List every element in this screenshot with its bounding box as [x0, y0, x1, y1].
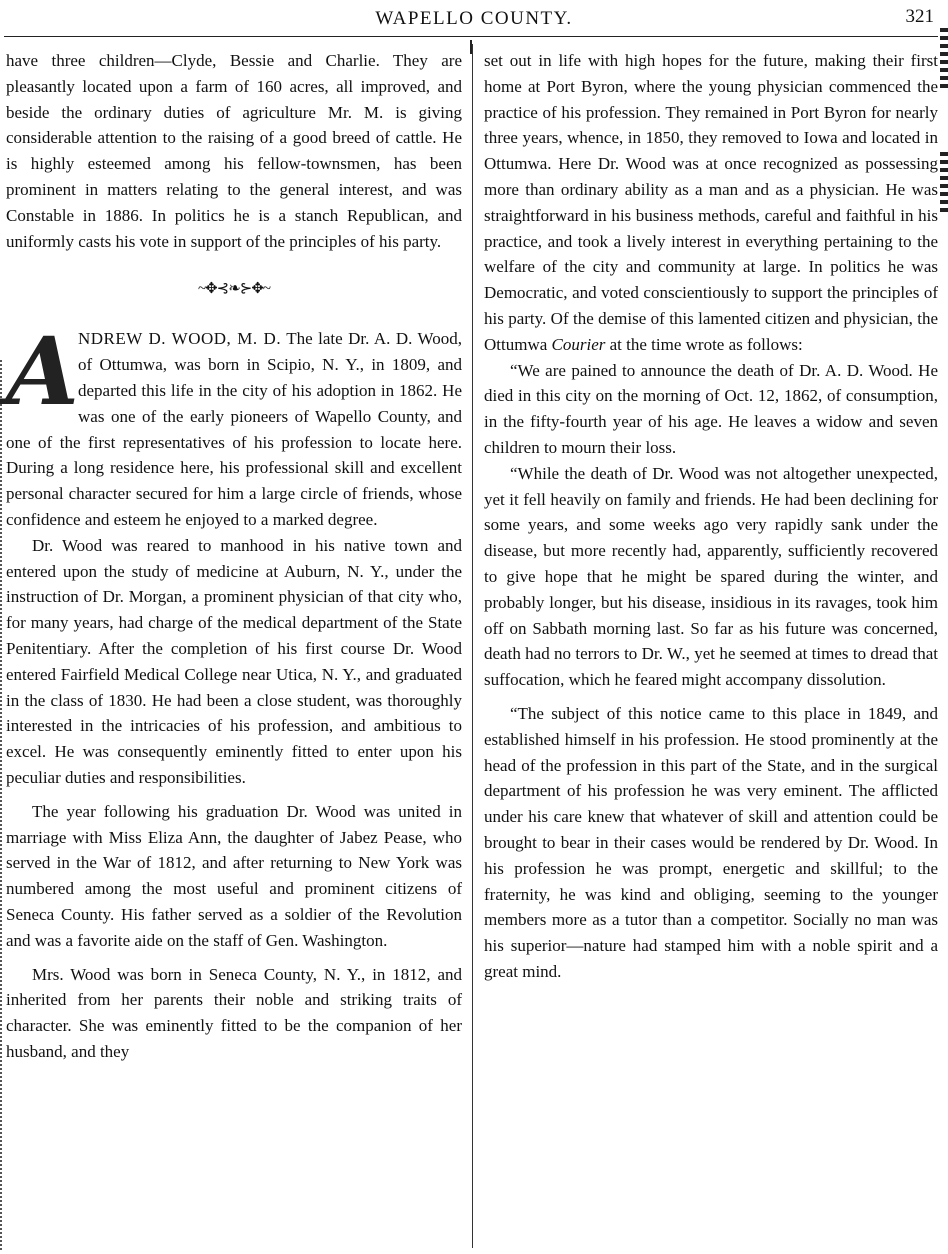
quote-paragraph-death: “We are pained to announce the death of Dr. A. D. Wood. He died in this city on the morning of Oct. 12, 1862, of consumption, in the fifty-fourth year of his age. He leaves a widow and seven children to mourn their loss.	[484, 360, 938, 457]
paragraph-marriage: The year following his graduation Dr. Wood was united in marriage with Miss Eliza Ann, the daughter of Jabez Pease, who served in the War of 1812, and after returning to New York was numbered among the most useful and prominent citizens of Seneca County. His father served as a soldier of the Revolution and was a favorite aide on the staff of Gen. Washington.	[6, 801, 462, 950]
paragraph-ottumwa-text: set out in life with high hopes for the future, making their first home at Port Byron, where the young physician commenced the practice of his profession. They remained in Port Byron for nearly three years, whence, in 1850, they removed to Iowa and located in Ottumwa. Here Dr. Wood was at once recognized as possessing more than ordinary ability as a man and as a physician. He was straightforward in his business methods, careful and faithful in his practice, and took a lively interest in everything pertaining to the welfare of the city and community at large. In politics he was Democratic, and voted conscientiously to support the principles of his party. Of the demise of this lamented citizen and physician, the Ottumwa	[484, 51, 938, 354]
section-ornament: ~✥⊰❧⊱✥~	[197, 281, 271, 298]
biography-heading: NDREW D. WOOD, M. D.	[78, 329, 282, 349]
page-header	[0, 4, 948, 38]
quote-paragraph-illness: “While the death of Dr. Wood was not altogether unexpected, yet it fell heavily on family and friends. He had been declining for some years, and some weeks ago very rapidly sank under the disease, but more recently had, apparently, sufficiently recovered to give hope that he might be spared during the winter, and probably longer, but his disease, insidious in its ravages, took him off on Sabbath morning last. So far as his future was concerned, death had no terrors to Dr. W., yet he seemed at times to dread that suffocation, which he feared might accompany dissolution.	[484, 463, 938, 690]
binding-edge	[0, 360, 5, 1250]
column-rule	[472, 44, 473, 1248]
binding-tab-mark	[940, 28, 948, 90]
quote-paragraph-tribute: “The subject of this notice came to this place in 1849, and established himself in his profession. He stood prominently at the head of the profession in this part of the State, and in the surgical department of his profession he was very eminent. The afflicted under his care knew that whatever of skill and attention could be brought to bear in their cases would be rendered by Dr. Wood. In his profession he was prompt, energetic and skillful; to the fraternity, he was kind and obliging, seeming to the younger members more as a tutor than a competitor. Socially no man was his superior—nature had stamped him with a noble spirit and a great mind.	[484, 703, 938, 981]
right-column	[484, 48, 938, 985]
biography-opening	[6, 317, 462, 532]
paragraph-mrs-wood: Mrs. Wood was born in Seneca County, N. Y., in 1812, and inherited from her parents their noble and striking traits of character. She was eminently fitted to be the companion of her husband, and they	[6, 964, 462, 1061]
biography-intro-text: The late Dr. A. D. Wood, of Ottumwa, was born in Scipio, N. Y., in 1809, and departed this life in the city of his adoption in 1862. He was one of the early pioneers of Wapello County, and one of the first representatives of his profession to locate here. During a long residence here, his professional skill and excellent personal character secured for him a large circle of friends, whose confidence and esteem he enjoyed to a marked degree.	[6, 329, 462, 529]
continuation-paragraph: have three children—Clyde, Bessie and Charlie. They are pleasantly located upon a farm of 160 acres, all improved, and beside the ordinary duties of agriculture Mr. M. is giving considerable attention to the raising of a good breed of cattle. He is highly esteemed among his fellow-townsmen, has been prominent in matters relating to the general interest, and was Constable in 1886. In politics he is a stanch Republican, and uniformly casts his vote in support of the principles of his party.	[6, 51, 462, 251]
page-number: 321	[905, 6, 934, 27]
paragraph-education: Dr. Wood was reared to manhood in his native town and entered upon the study of medicine at Auburn, N. Y., under the instruction of Dr. Morgan, a prominent physician of that city who, for many years, had charge of the medical department of the State Penitentiary. After the completion of his first course Dr. Wood entered Fairfield Medical College near Utica, N. Y., and graduated in the class of 1830. He had been a close student, was thoroughly interested in the intricacies of his profession, and ambitious to excel. He was consequently eminently fitted to enter upon his peculiar duties and responsibilities.	[6, 535, 462, 787]
paragraph-ottumwa-end: at the time wrote as follows:	[609, 334, 803, 354]
running-head: WAPELLO COUNTY.	[375, 8, 573, 29]
drop-cap: A	[6, 317, 79, 428]
newspaper-name: Courier	[551, 334, 606, 354]
header-rule	[4, 36, 938, 37]
left-column	[6, 48, 462, 1065]
paragraph-ottumwa	[484, 48, 938, 358]
binding-tab-mark	[940, 152, 948, 214]
